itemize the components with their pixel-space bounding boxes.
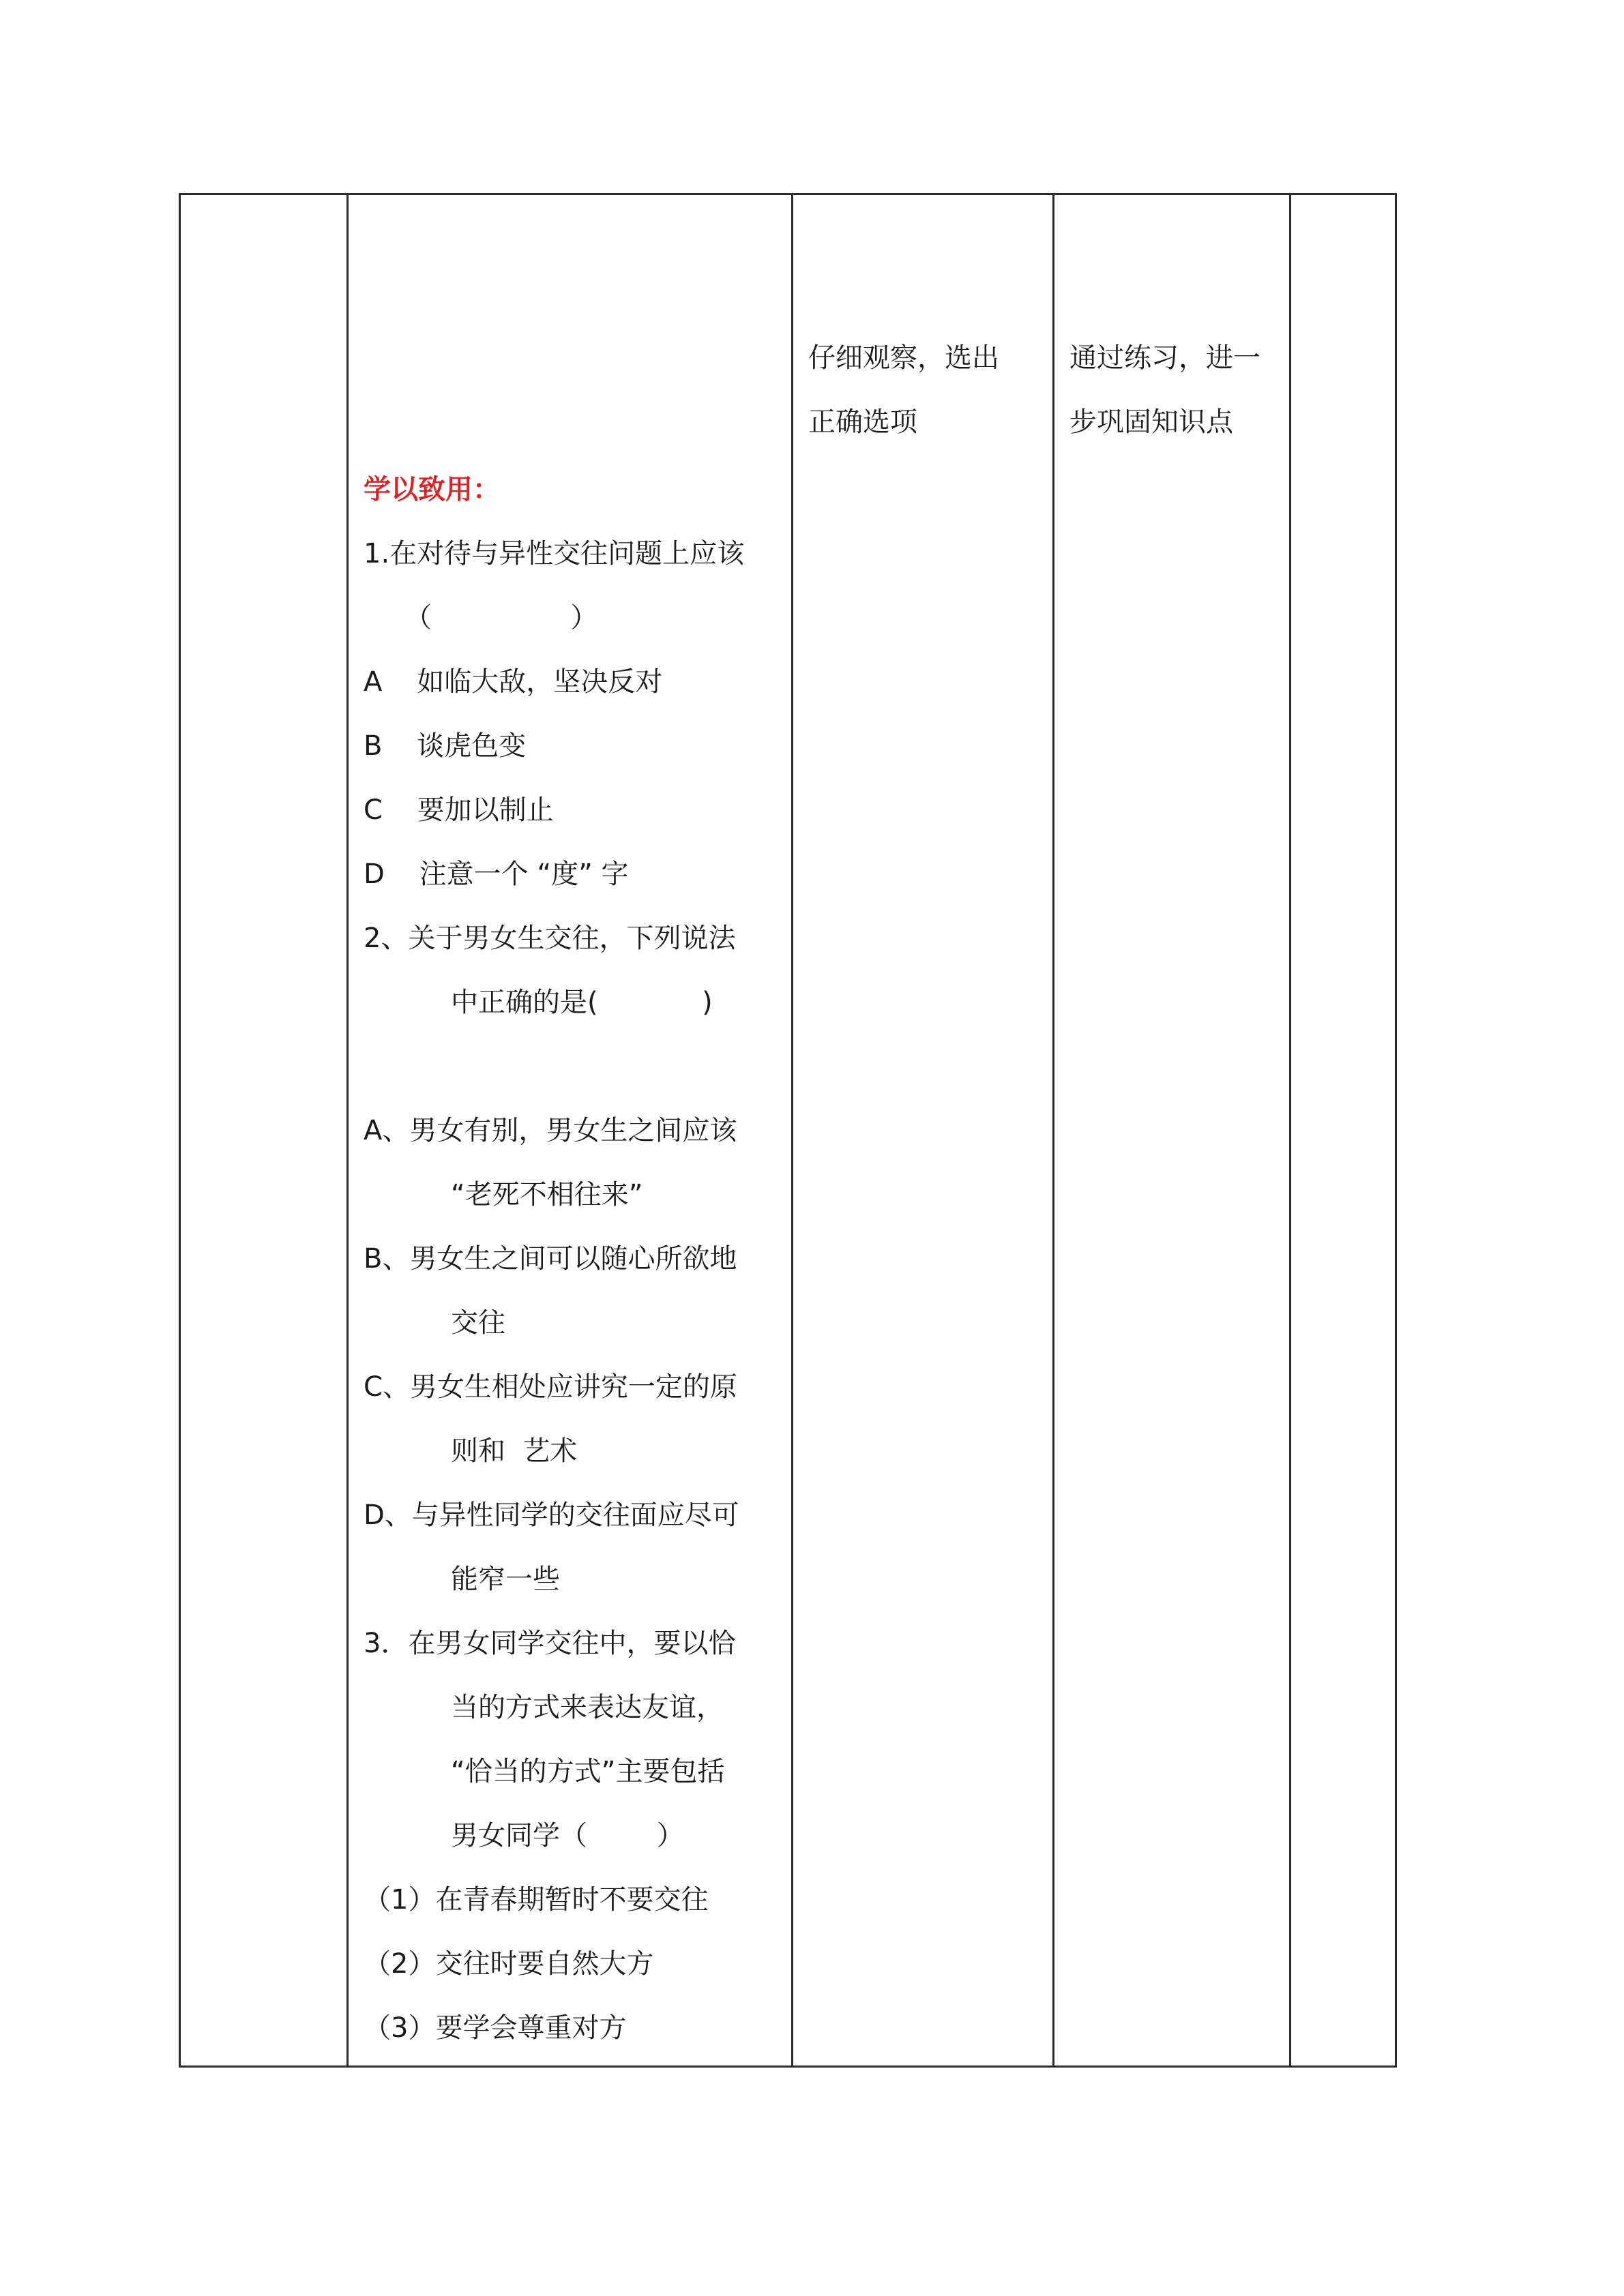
question-3-item-3: （3）要学会尊重对方 — [364, 2012, 627, 2044]
question-3-text-cont-3: 男女同学（ ） — [451, 1820, 684, 1851]
question-3-text: 3．在男女同学交往中，要以恰 — [364, 1628, 736, 1659]
question-3-text-cont-1: 当的方式来表达友谊， — [451, 1692, 724, 1723]
table-cell-student-activity — [793, 194, 1054, 2067]
exercise-heading: 学以致用： — [364, 474, 500, 505]
question-1-option-a: A 如临大敌，坚决反对 — [364, 666, 663, 698]
question-2-option-c-cont: 则和 艺术 — [451, 1435, 578, 1467]
question-2-option-d-cont: 能窄一些 — [451, 1564, 560, 1595]
question-1-option-c: C 要加以制止 — [364, 794, 554, 826]
question-3-item-2: （2）交往时要自然大方 — [364, 1948, 654, 1980]
question-2-option-a-cont: “老死不相往来” — [451, 1179, 643, 1210]
question-1-blank: （ ） — [404, 602, 598, 633]
question-1-option-b: B 谈虎色变 — [364, 730, 527, 762]
lesson-plan-table — [179, 193, 1397, 2068]
student-activity-line-2: 正确选项 — [808, 406, 917, 438]
question-2-option-b-cont: 交往 — [451, 1307, 505, 1339]
question-2-text: 2、关于男女生交往，下列说法 — [364, 923, 736, 954]
table-row — [180, 194, 1396, 2067]
question-2-text-cont: 中正确的是( ) — [451, 987, 713, 1018]
student-activity-line-1: 仔细观察，选出 — [808, 342, 999, 374]
table-cell-empty-left — [180, 194, 348, 2067]
question-2-option-b: B、男女生之间可以随心所欲地 — [364, 1243, 737, 1274]
table-cell-empty-right — [1290, 194, 1396, 2067]
question-1-text: 1.在对待与异性交往问题上应该 — [364, 538, 745, 569]
design-intent-line-2: 步巩固知识点 — [1069, 406, 1233, 438]
table-cell-exercises — [348, 194, 793, 2067]
question-3-item-1: （1）在青春期暂时不要交往 — [364, 1884, 709, 1915]
question-2-option-a: A、男女有别，男女生之间应该 — [364, 1115, 737, 1146]
table-cell-design-intent — [1054, 194, 1290, 2067]
design-intent-line-1: 通过练习，进一 — [1069, 342, 1260, 374]
question-1-option-d: D 注意一个 “度” 字 — [364, 859, 629, 890]
question-2-option-c: C、男女生相处应讲究一定的原 — [364, 1371, 737, 1403]
question-3-text-cont-2: “恰当的方式”主要包括 — [451, 1756, 725, 1787]
question-2-option-d: D、与异性同学的交往面应尽可 — [364, 1500, 739, 1531]
